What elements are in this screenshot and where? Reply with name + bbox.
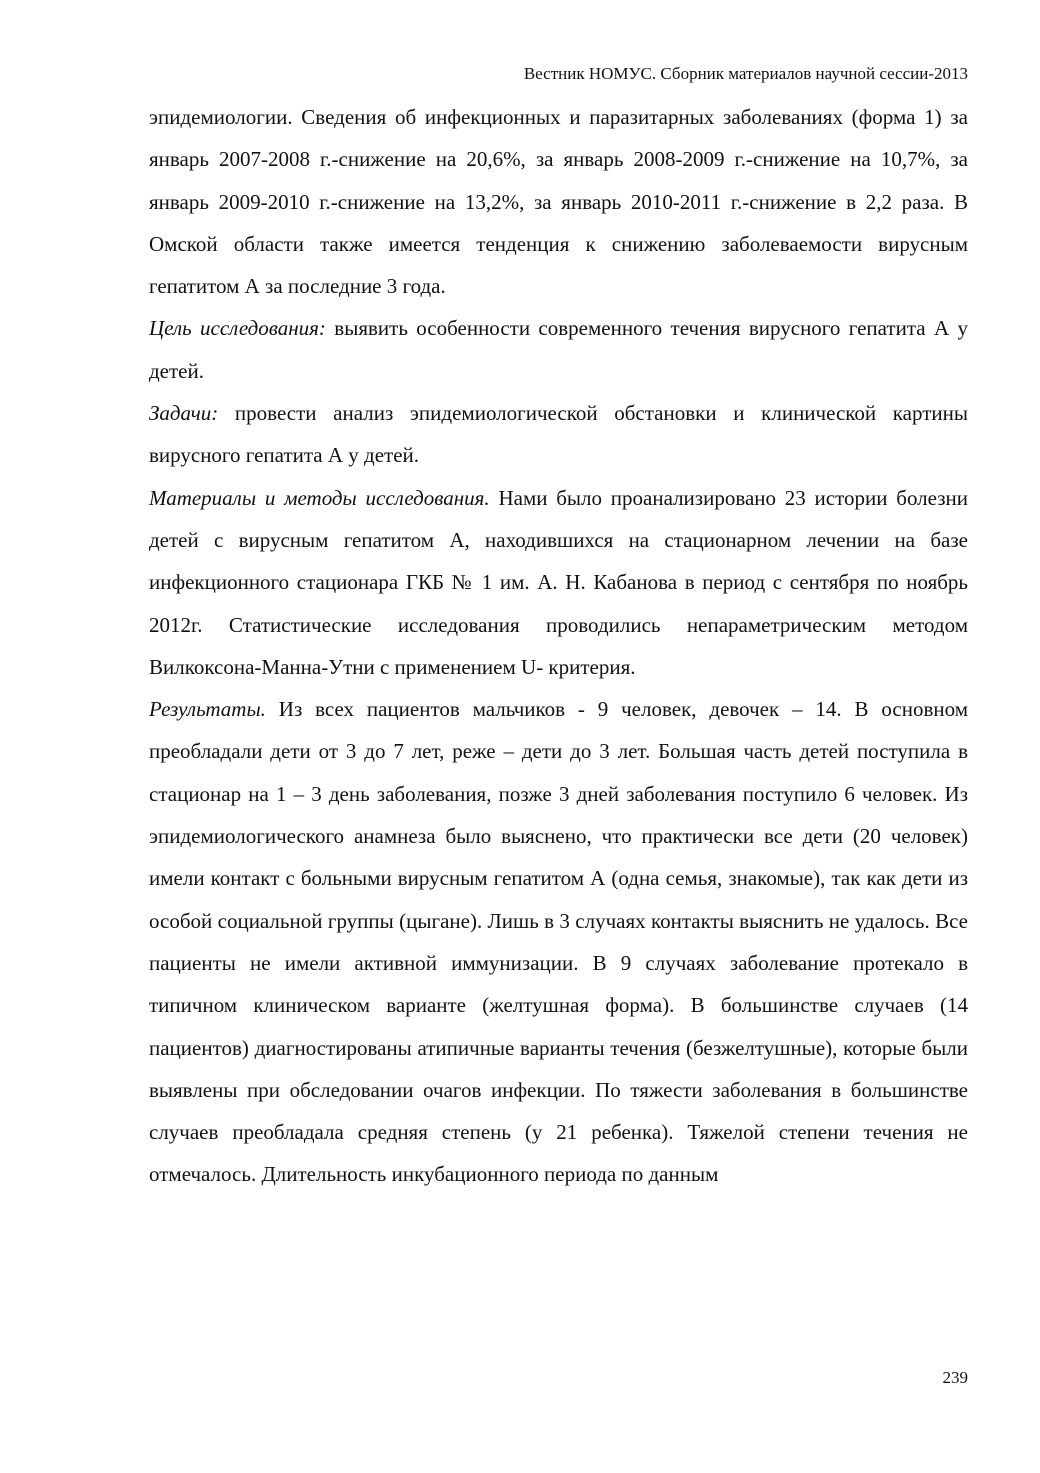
paragraph-text: Нами было проанализировано 23 истории болезни детей с вирусным гепатитом А, находившихся на стационарном лечении на базе инфекционного стационара ГКБ № 1 им. А. Н. Кабанова в период с сентября по ноябрь 2012г. Статистические исследования проводились непараметрическим методом Вилкоксона-Манна-Утни с применением U- критерия. bbox=[149, 485, 968, 679]
paragraph-text: выявить особенности современного течения вирусного гепатита А у детей. bbox=[149, 316, 968, 383]
paragraph-results bbox=[149, 688, 968, 1196]
paragraph-lead-methods: Материалы и методы исследования. bbox=[149, 485, 490, 510]
paragraph-research-goal bbox=[149, 307, 968, 392]
paragraph-epidemiology bbox=[149, 96, 968, 307]
paragraph-lead-results: Результаты. bbox=[149, 697, 266, 722]
paragraph-text: Из всех пациентов мальчиков - 9 человек, девочек – 14. В основном преобладали дети от 3 до 7 лет, реже – дети до 3 лет. Большая часть детей поступила в стационар на 1 – 3 день заболевания, позже 3 дней заболевания поступило 6 человек. Из эпидемиологического анамнеза было выяснено, что практически все дети (20 человек) имели контакт с больными вирусным гепатитом А (одна семья, знакомые), так как дети из особой социальной группы (цыгане). Лишь в 3 случаях контакты выяснить не удалось. Все пациенты не имели активной иммунизации. В 9 случаях заболевание протекало в типичном клиническом варианте (желтушная форма). В большинстве случаев (14 пациентов) диагностированы атипичные варианты течения (безжелтушные), которые были выявлены при обследовании очагов инфекции. По тяжести заболевания в большинстве случаев преобладала средняя степень (у 21 ребенка). Тяжелой степени течения не отмечалось. Длительность инкубационного периода по данным bbox=[149, 697, 968, 1187]
paragraph-tasks bbox=[149, 392, 968, 477]
paragraph-lead-tasks: Задачи: bbox=[149, 401, 219, 426]
paragraph-text: эпидемиологии. Сведения об инфекционных и паразитарных заболеваниях (форма 1) за январь 2007-2008 г.-снижение на 20,6%, за январь 2008-2009 г.-снижение на 10,7%, за январь 2009-2010 г.-снижение на 13,2%, за январь 2010-2011 г.-снижение в 2,2 раза. В Омской области также имеется тенденция к снижению заболеваемости вирусным гепатитом А за последние 3 года. bbox=[149, 105, 968, 299]
paragraph-text: провести анализ эпидемиологической обстановки и клинической картины вирусного гепатита А у детей. bbox=[149, 401, 968, 468]
page-number: 239 bbox=[942, 1368, 968, 1387]
running-header: Вестник НОМУС. Сборник материалов научной сессии-2013 bbox=[523, 64, 968, 83]
article-body bbox=[149, 96, 968, 1196]
paragraph-lead-goal: Цель исследования: bbox=[149, 316, 326, 341]
paragraph-materials-methods bbox=[149, 477, 968, 688]
